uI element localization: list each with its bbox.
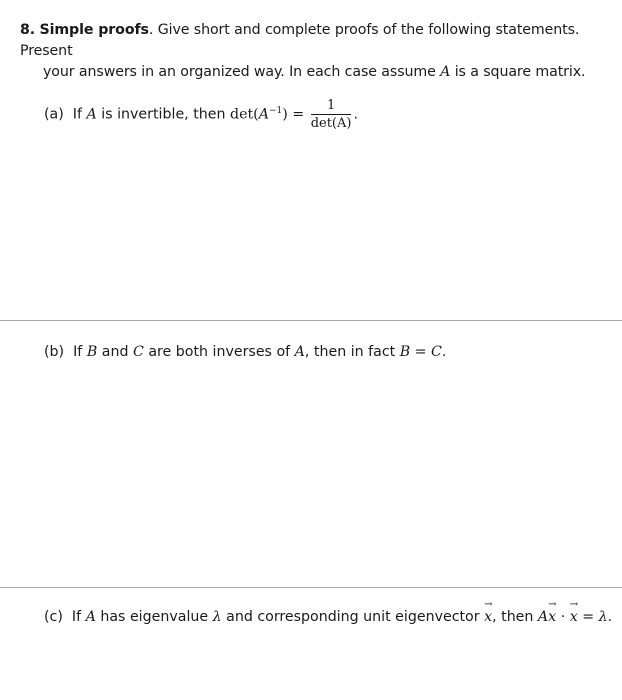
- problem-intro-line2: your answers in an organized way. In each case assume A is a square matrix.: [43, 64, 586, 80]
- section-divider: [0, 320, 622, 321]
- vector-x: → x: [548, 609, 556, 625]
- problem-number: 8.: [20, 22, 36, 38]
- part-a-label: (a): [44, 106, 64, 123]
- part-c: (c) If A has eigenvalue λ and corresponding unit eigenvector → x, then A→ x · → x = λ.: [44, 609, 612, 625]
- part-c-label: (c): [44, 609, 63, 625]
- fraction-denominator: det(A): [310, 116, 352, 131]
- vector-x: → x: [570, 609, 578, 625]
- fraction: [311, 98, 352, 131]
- fraction-numerator: 1: [311, 98, 352, 115]
- problem-statement: [20, 20, 615, 83]
- section-divider: [0, 587, 622, 588]
- problem-intro-line1: . Give short and complete proofs of the following statements. Present: [20, 22, 580, 59]
- part-a: (a) If A is invertible, then $\det(A^{-1})$ = $\frac{1}{\det(A)}$ .: [44, 98, 358, 131]
- problem-title: Simple proofs: [39, 22, 149, 38]
- vector-x: → x: [484, 609, 492, 625]
- part-b-label: (b): [44, 344, 65, 360]
- part-b: (b) If B and C are both inverses of A, then in fact B = C.: [44, 344, 447, 360]
